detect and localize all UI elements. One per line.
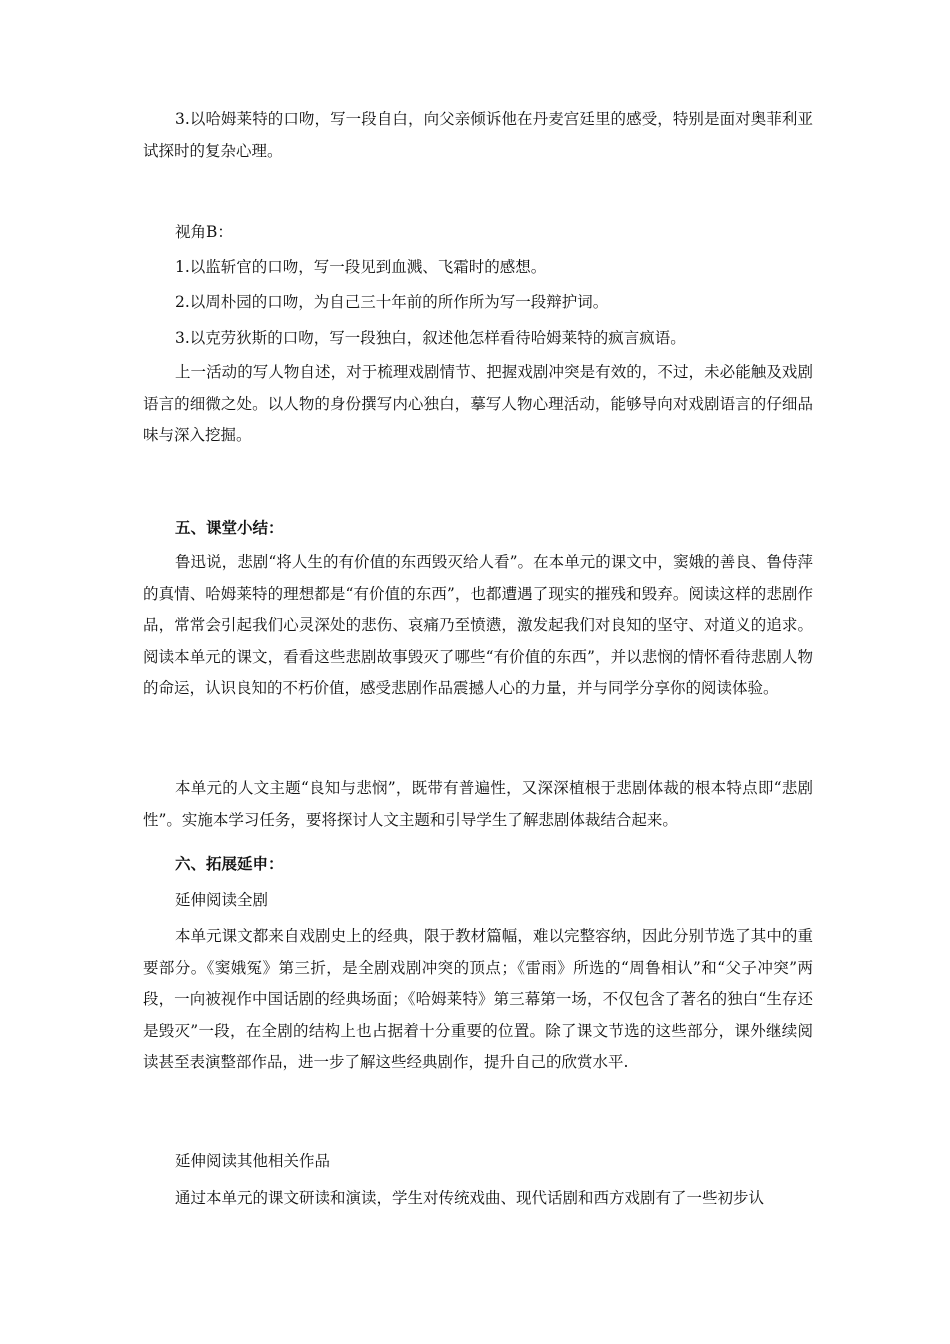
paragraph-activity-note: 上一活动的写人物自述，对于梳理戏剧情节、把握戏剧冲突是有效的，不过，未必能触及戏剧语言的细微之处。以人物的身份撰写内心独白，摹写人物心理活动，能够导向对戏剧语言的仔细品味与深入挖掘。 <box>143 363 813 444</box>
paragraph-classics: 本单元课文都来自戏剧史上的经典，限于教材篇幅，难以完整容纳，因此分别节选了其中的重要部分。《窦娥冤》第三折，是全剧戏剧冲突的顶点；《雷雨》所选的“周鲁相认”和“父子冲突”两段，一向被视作中国话剧的经典场面；《哈姆莱特》第三幕第一场，不仅包含了著名的独白“生存还是毁灭”一段，在全剧的结构上也占据着十分重要的位置。除了课文节选的这些部分，课外继续阅读甚至表演整部作品，进一步了解这些经典剧作，提升自己的欣赏水平. <box>143 927 813 1071</box>
paragraph-theme: 本单元的人文主题“良知与悲悯”，既带有普遍性，又深深植根于悲剧体裁的根本特点即“悲剧性”。实施本学习任务，要将探讨人文主题和引导学生了解悲剧体裁结合起来。 <box>143 779 813 829</box>
subheading-full-play: 延伸阅读全剧 <box>175 891 269 909</box>
list-item-2: 2.以周朴园的口吻，为自己三十年前的所作所为写一段辩护词。 <box>175 293 609 311</box>
paragraph-study: 通过本单元的课文研读和演读，学生对传统戏曲、现代话剧和西方戏剧有了一些初步认 <box>175 1189 765 1207</box>
list-item-3: 3.以克劳狄斯的口吻，写一段独白，叙述他怎样看待哈姆莱特的疯言疯语。 <box>175 329 686 347</box>
list-item-1: 1.以监斩官的口吻，写一段见到血溅、飞霜时的感想。 <box>175 258 547 276</box>
paragraph-hamlet-monologue: 3.以哈姆莱特的口吻，写一段自白，向父亲倾诉他在丹麦宫廷里的感受，特别是面对奥菲利亚试探时的复杂心理。 <box>143 110 813 160</box>
perspective-b-heading: 视角B： <box>175 223 233 241</box>
paragraph-lu-xun: 鲁迅说，悲剧“将人生的有价值的东西毁灭给人看”。在本单元的课文中，窦娥的善良、鲁侍萍的真情、哈姆莱特的理想都是“有价值的东西”，也都遭遇了现实的摧残和毁弃。阅读这样的悲剧作品，常常会引起我们心灵深处的悲伤、哀痛乃至愤懑，激发起我们对良知的坚守、对道义的追求。阅读本单元的课文，看看这些悲剧故事毁灭了哪些“有价值的东西”，并以悲悯的情怀看待悲剧人物的命运，认识良知的不朽价值，感受悲剧作品震撼人心的力量，并与同学分享你的阅读体验。 <box>143 553 813 697</box>
section-heading-summary: 五、课堂小结： <box>175 518 284 537</box>
section-heading-extension: 六、拓展延申： <box>175 854 284 873</box>
subheading-related-works: 延伸阅读其他相关作品 <box>175 1152 331 1170</box>
